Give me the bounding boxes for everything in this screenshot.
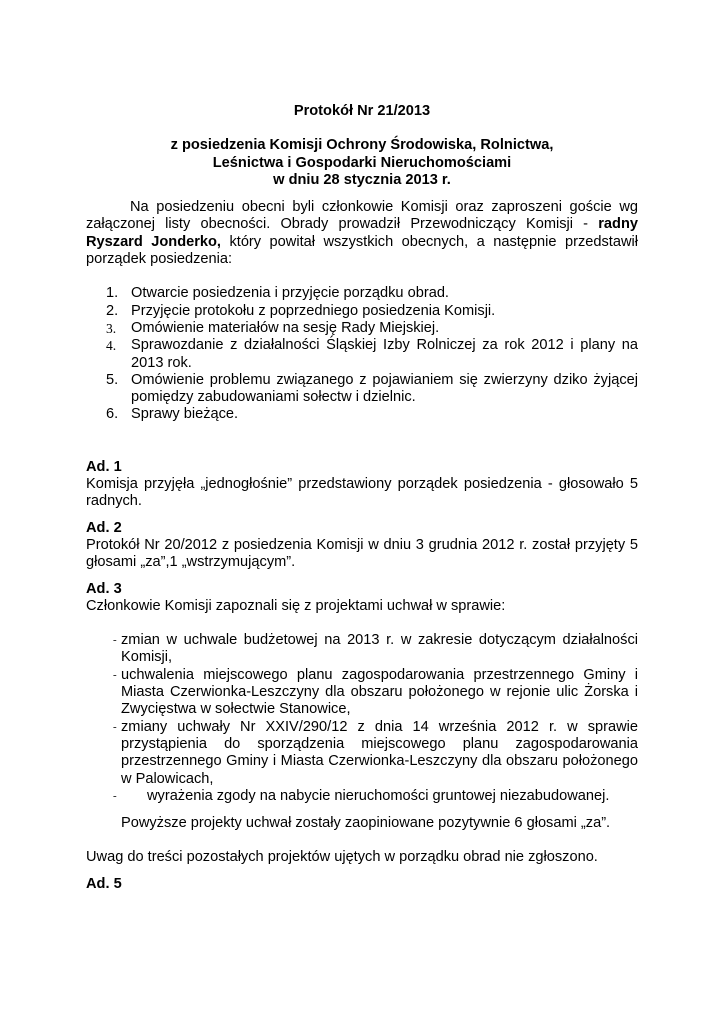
dash-marker: - (113, 634, 117, 647)
resolution-item (86, 667, 638, 719)
agenda-text: Sprawy bieżące. (131, 406, 239, 423)
agenda-item (86, 337, 638, 372)
opinion-summary: Powyższe projekty uchwał zostały zaopiniowane pozytywnie 6 głosami „za”. (121, 815, 611, 832)
agenda-text: Przyjęcie protokołu z poprzedniego posiedzenia Komisji. (131, 302, 496, 319)
section-ad-3 (86, 581, 638, 833)
agenda-item (86, 372, 638, 407)
agenda-number: 2. (106, 302, 119, 319)
resolution-item (86, 788, 638, 805)
subtitle-line-1: z posiedzenia Komisji Ochrony Środowiska, Rolnictwa, (170, 137, 554, 154)
agenda-number: 6. (106, 406, 119, 423)
intro-text-2: który powitał wszystkich obecnych, a następnie przedstawił porządek posiedzenia: (86, 233, 638, 268)
section-heading: Ad. 1 (86, 458, 122, 475)
resolution-item (86, 719, 638, 788)
intro-paragraph (86, 199, 638, 268)
agenda-text: Omówienie materiałów na sesję Rady Miejskiej. (131, 319, 440, 336)
dash-marker: - (113, 668, 117, 681)
agenda-list (86, 285, 638, 423)
document-title: Protokół Nr 21/2013 (293, 103, 431, 119)
subtitle-line-3: w dniu 28 stycznia 2013 r. (273, 171, 451, 188)
section-ad-5 (86, 876, 638, 893)
resolution-text: zmiany uchwały Nr XXIV/290/12 z dnia 14 września 2012 r. w sprawie przystąpienia do sporządzenia miejscowego planu zagospodarowania przestrzennego Gminy i Miasta Czerwionka-Leszczyny dla obszaru położonego w Palowicach, (121, 718, 638, 787)
resolution-list (86, 632, 638, 805)
resolution-text: zmian w uchwale budżetowej na 2013 r. w zakresie dotyczącym działalności Komisji, (121, 632, 638, 666)
document-content (86, 103, 638, 893)
agenda-number: 1. (106, 285, 119, 302)
agenda-item (86, 285, 638, 302)
section-ad-2 (86, 520, 638, 572)
section-text: Członkowie Komisji zapoznali się z projektami uchwał w sprawie: (86, 597, 506, 614)
intro-text-1: Na posiedzeniu obecni byli członkowie Komisji oraz zaproszeni goście wg załączonej listy obecności. Obrady prowadził Przewodniczący Komisji - (86, 199, 638, 233)
agenda-text: Otwarcie posiedzenia i przyjęcie porządku obrad. (131, 285, 449, 302)
agenda-item (86, 406, 638, 423)
section-text: Komisja przyjęła „jednogłośnie” przedstawiony porządek posiedzenia - głosowało 5 radnych. (86, 476, 638, 510)
agenda-item (86, 303, 638, 320)
section-ad-1 (86, 459, 638, 511)
agenda-text: Omówienie problemu związanego z pojawianiem się zwierzyny dziko żyjącej pomiędzy zabudowaniami sołectw i dzielnic. (131, 371, 638, 406)
subtitle-line-2: Leśnictwa i Gospodarki Nieruchomościami (212, 154, 512, 171)
dash-marker: - (113, 789, 117, 802)
chairman-name: radny Ryszard Jonderko, (86, 216, 638, 250)
section-heading: Ad. 5 (86, 875, 122, 892)
resolution-item (86, 632, 638, 667)
agenda-item (86, 320, 638, 337)
section-heading: Ad. 2 (86, 519, 122, 536)
agenda-number: 3. (106, 320, 117, 336)
resolution-text: wyrażenia zgody na nabycie nieruchomości gruntowej niezabudowanej. (147, 787, 610, 804)
resolution-text: uchwalenia miejscowego planu zagospodarowania przestrzennego Gminy i Miasta Czerwionka-Leszczyny dla obszaru położonego w rejonie ulic Żorska i Zwycięstwa w sołectwie Stanowice, (121, 666, 638, 718)
section-heading: Ad. 3 (86, 580, 122, 597)
agenda-text: Sprawozdanie z działalności Śląskiej Izby Rolniczej za rok 2012 i plany na 2013 rok. (131, 337, 638, 371)
dash-marker: - (113, 720, 117, 733)
document-subtitle (86, 137, 638, 189)
section-text: Protokół Nr 20/2012 z posiedzenia Komisji w dniu 3 grudnia 2012 r. został przyjęty 5 głosami „za”,1 „wstrzymującym”. (86, 536, 638, 571)
remarks-note: Uwag do treści pozostałych projektów ujętych w porządku obrad nie zgłoszono. (86, 849, 598, 866)
agenda-number: 4. (106, 338, 117, 354)
agenda-number: 5. (106, 371, 119, 388)
